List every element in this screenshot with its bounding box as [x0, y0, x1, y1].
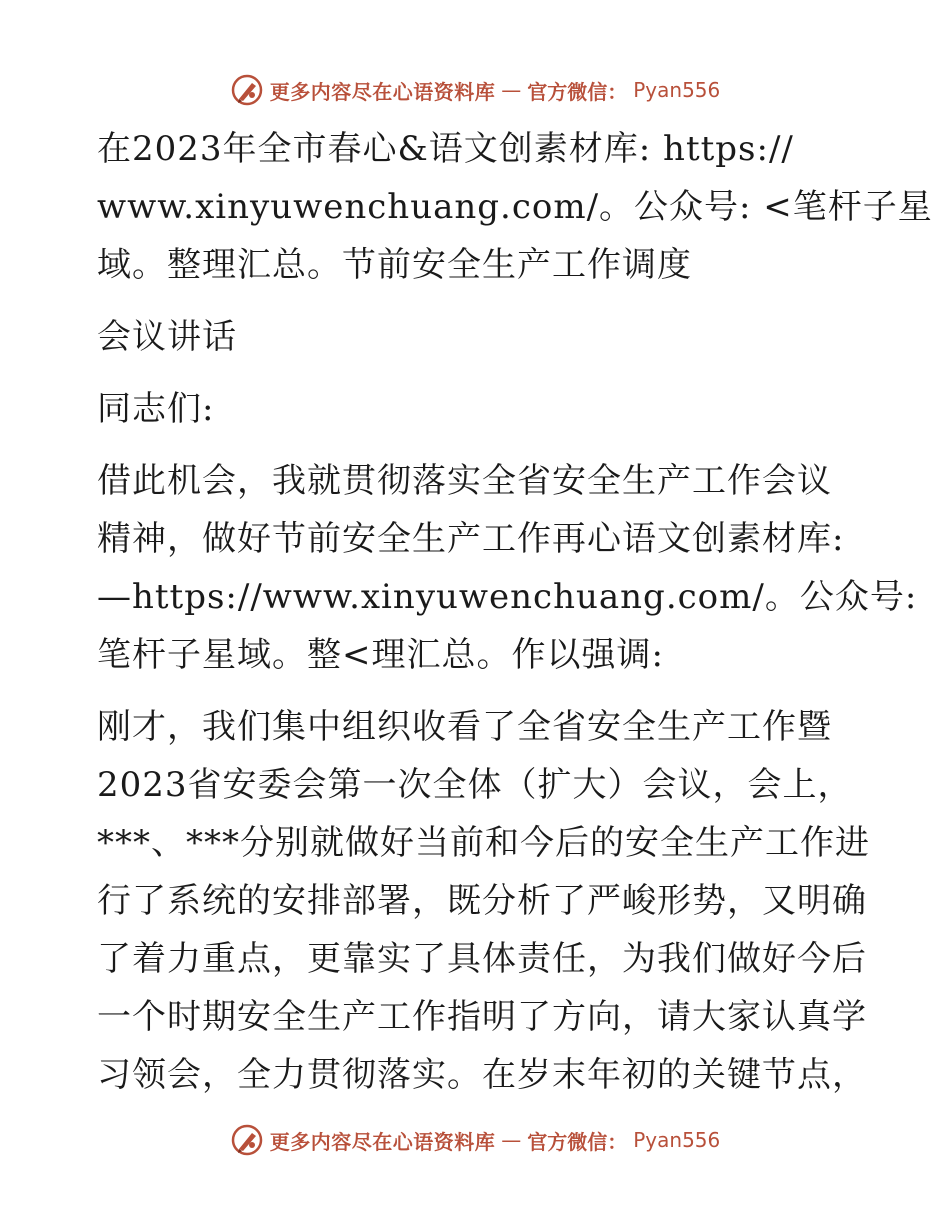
pen-logo-icon — [230, 73, 264, 107]
footer-separator: — — [501, 1128, 522, 1152]
text-line: 在2023年全市春心&语文创素材库: https:// — [97, 129, 794, 169]
paragraph-salutation — [97, 380, 857, 438]
footer-banner — [0, 1120, 950, 1160]
footer-wechat-id: Pyan556 — [633, 1128, 721, 1152]
header-promo-text: 更多内容尽在心语资料库 — [269, 79, 496, 104]
text-line: www.xinyuwenchuang.com/。公众号: <笔杆子星 — [97, 187, 933, 227]
header-wechat-label: 官方微信： — [527, 79, 628, 104]
pen-logo-icon — [230, 1123, 264, 1157]
text-line: 习领会，全力贯彻落实。在岁末年初的关键节点， — [97, 1055, 867, 1095]
footer-promo-text: 更多内容尽在心语资料库 — [269, 1129, 496, 1154]
header-wechat-id: Pyan556 — [633, 78, 721, 102]
text-line: 一个时期安全生产工作指明了方向，请大家认真学 — [97, 997, 867, 1037]
text-line: 会议讲话 — [97, 317, 237, 357]
header-separator: — — [501, 78, 522, 102]
paragraph-review — [97, 698, 870, 1104]
text-line: 域。整理汇总。节前安全生产工作调度 — [97, 245, 692, 285]
text-line: ***、***分别就做好当前和今后的安全生产工作进 — [97, 823, 870, 863]
text-line: 精神，做好节前安全生产工作再心语文创素材库: — [97, 519, 845, 559]
text-line: 笔杆子星域。整<理汇总。作以强调: — [97, 635, 664, 675]
text-line: 同志们: — [97, 389, 215, 429]
text-line: 借此机会，我就贯彻落实全省安全生产工作会议 — [97, 461, 832, 501]
text-line: —https://www.xinyuwenchuang.com/。公众号: — [97, 577, 918, 617]
text-line: 刚才，我们集中组织收看了全省安全生产工作暨 — [97, 707, 832, 747]
text-line: 2023省安委会第一次全体（扩大）会议，会上， — [97, 765, 853, 805]
text-line: 行了系统的安排部署，既分析了严峻形势，又明确 — [97, 881, 867, 921]
text-line: 了着力重点，更靠实了具体责任，为我们做好今后 — [97, 939, 867, 979]
paragraph-emphasis — [97, 452, 918, 684]
header-banner — [0, 70, 950, 110]
footer-wechat-label: 官方微信： — [527, 1129, 628, 1154]
document-body — [97, 120, 933, 1104]
paragraph-title-cont — [97, 308, 857, 366]
paragraph-intro — [97, 120, 933, 294]
